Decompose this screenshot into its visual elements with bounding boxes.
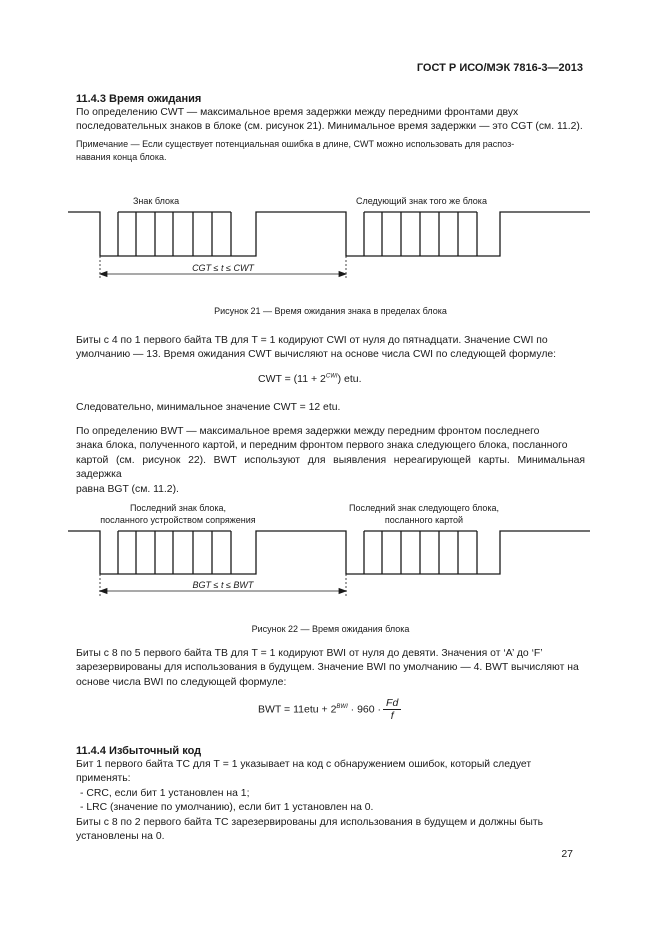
text-line: картой (см. рисунок 22). BWT используют для выявления нереагирующей карты. Минимальная задержка bbox=[76, 454, 585, 481]
text-line: знака блока, полученного картой, и передним фронтом первого знака следующего блока, посланного bbox=[76, 440, 568, 452]
text-line: Примечание — Если существует потенциальная ошибка в длине, CWT можно использовать для распоз- bbox=[76, 139, 515, 149]
text-line: Биты с 8 по 5 первого байта ТВ для Т = 1 кодируют BWI от нуля до девяти. Значения от ‘А’ до ‘F’ bbox=[76, 648, 543, 659]
figure-22-caption: Рисунок 22 — Время ожидания блока bbox=[251, 624, 410, 634]
formula-cwt-rhs: ) etu. bbox=[337, 373, 362, 385]
formula-bwt bbox=[258, 697, 401, 722]
text-line: применять: bbox=[76, 773, 131, 785]
figure-21-timing-diagram bbox=[0, 185, 661, 285]
paragraph-redundancy-code bbox=[76, 758, 585, 844]
note-cwt bbox=[76, 138, 585, 163]
formula-bwt-denominator: f bbox=[390, 710, 394, 722]
text-line: навания конца блока. bbox=[76, 151, 167, 162]
list-item-crc: - CRC, если бит 1 установлен на 1; bbox=[80, 787, 250, 799]
fig21-label-right: Следующий знак того же блока bbox=[356, 196, 487, 206]
fig21-bit-cells-2 bbox=[364, 212, 477, 256]
section-title-11-4-3: 11.4.3 Время ожидания bbox=[76, 93, 202, 105]
fig22-bit-cells-2 bbox=[364, 531, 477, 574]
text-line: зарезервированы для использования в будущем. Значение BWI по умолчанию — 4. BWT вычисляют на bbox=[76, 662, 579, 674]
section-title-11-4-4: 11.4.4 Избыточный код bbox=[76, 745, 202, 757]
paragraph-cwt-definition bbox=[76, 106, 585, 135]
formula-cwt bbox=[258, 373, 362, 385]
formula-bwt-fraction bbox=[383, 697, 401, 722]
document-code-header: ГОСТ Р ИСО/МЭК 7816-3—2013 bbox=[416, 62, 583, 74]
page-number: 27 bbox=[561, 848, 573, 860]
formula-bwt-mid: · 960 · bbox=[347, 703, 382, 716]
text-line: Биты с 8 по 2 первого байта ТС зарезервированы для использования в будущем и должны быть bbox=[76, 816, 544, 828]
formula-bwt-numerator: Fd bbox=[383, 697, 401, 710]
figure-22-timing-diagram bbox=[0, 495, 661, 605]
fig21-label-left: Знак блока bbox=[133, 196, 180, 206]
formula-cwt-exponent: CWI bbox=[325, 373, 338, 380]
text-line: умолчанию — 13. Время ожидания CWT вычисляют на основе числа CWI по следующей формуле: bbox=[76, 349, 557, 361]
fig22-label-left-2: посланного устройством сопряжения bbox=[100, 515, 256, 525]
fig22-bit-cells-1 bbox=[118, 531, 231, 574]
text-line: По определению CWT — максимальное время задержки между передними фронтами двух bbox=[76, 107, 519, 118]
formula-cwt-lhs: CWT = (11 + 2 bbox=[258, 373, 326, 385]
formula-bwt-exponent: BWI bbox=[336, 703, 348, 710]
text-line: последовательных знаков в блоке (см. рисунок 21). Минимальное время задержки — это CGT (см. 11.2). bbox=[76, 121, 583, 133]
fig21-interval-label: CGT ≤ t ≤ CWT bbox=[192, 263, 254, 273]
formula-bwt-lhs: BWT = 11etu + 2 bbox=[258, 703, 337, 716]
fig21-waveform bbox=[68, 212, 590, 256]
text-line: Биты с 4 по 1 первого байта ТВ для Т = 1 кодируют CWI от нуля до пятнадцати. Значение CWI по bbox=[76, 335, 548, 346]
fig22-label-left-1: Последний знак блока, bbox=[129, 503, 227, 513]
fig22-label-right-2: посланного картой bbox=[384, 515, 464, 525]
text-line: По определению BWT — максимальное время задержки между передним фронтом последнего bbox=[76, 426, 540, 437]
paragraph-bwt-definition bbox=[76, 425, 585, 497]
paragraph-cwi-bits bbox=[76, 334, 585, 363]
text-line: Бит 1 первого байта ТС для Т = 1 указывает на код с обнаружением ошибок, который следует bbox=[76, 759, 532, 770]
text-line: установлены на 0. bbox=[76, 831, 165, 843]
fig22-waveform bbox=[68, 531, 590, 574]
text-line: равна BGT (см. 11.2). bbox=[76, 483, 179, 495]
list-item-lrc: - LRC (значение по умолчанию), если бит 1 установлен на 0. bbox=[80, 802, 374, 814]
paragraph-cwt-min bbox=[76, 401, 585, 415]
text-line: основе числа BWI по следующей формуле: bbox=[76, 676, 287, 688]
figure-21-caption: Рисунок 21 — Время ожидания знака в пределах блока bbox=[214, 306, 447, 316]
paragraph-bwi-bits bbox=[76, 647, 585, 690]
text-line: Следовательно, минимальное значение CWT = 12 etu. bbox=[76, 402, 341, 413]
fig22-label-right-1: Последний знак следующего блока, bbox=[348, 503, 500, 513]
fig21-bit-cells-1 bbox=[118, 212, 231, 256]
fig22-interval-label: BGT ≤ t ≤ BWT bbox=[192, 580, 254, 590]
